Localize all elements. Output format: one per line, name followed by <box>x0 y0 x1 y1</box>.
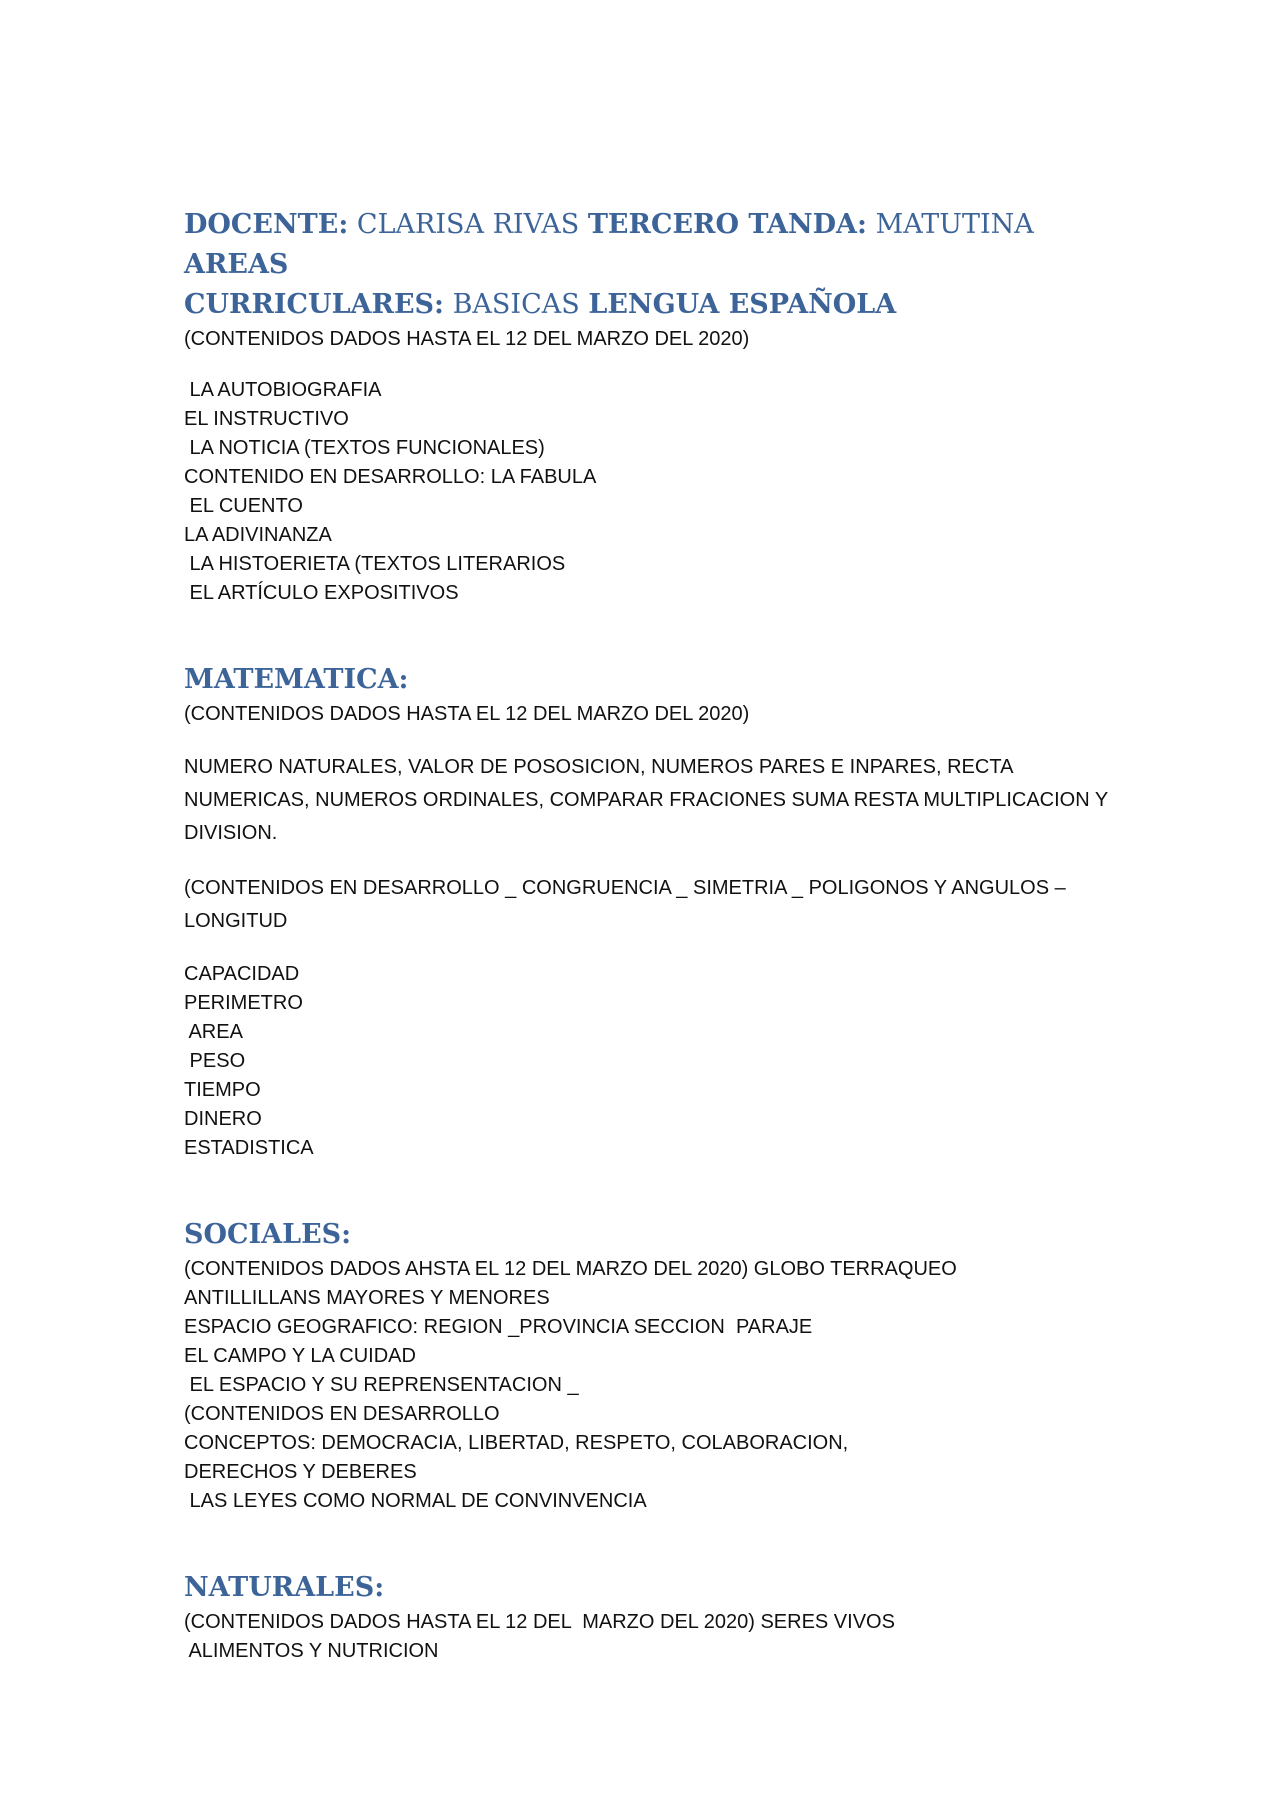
list-item: LA HISTOERIETA (TEXTOS LITERARIOS <box>184 553 566 575</box>
matematica-paragraph-1: NUMERO NATURALES, VALOR DE POSOSICION, NUMEROS PARES E INPARES, RECTA NUMERICAS, NUMEROS ORDINALES, COMPARAR FRACIONES SUMA RESTA MULTIPLICACION Y DIVISION. <box>184 756 1108 844</box>
list-item: LA NOTICIA (TEXTOS FUNCIONALES) <box>184 437 545 459</box>
naturales-content-list <box>184 1608 1114 1666</box>
list-item: DINERO <box>184 1108 262 1130</box>
header-line-2 <box>184 285 1114 325</box>
list-item: (CONTENIDOS DADOS HASTA EL 12 DEL MARZO DEL 2020) SERES VIVOS <box>184 1611 895 1633</box>
list-item: CONCEPTOS: DEMOCRACIA, LIBERTAD, RESPETO, COLABORACION, <box>184 1432 849 1454</box>
subject-title: LENGUA ESPAÑOLA <box>588 289 897 320</box>
list-item: LAS LEYES COMO NORMAL DE CONVINVENCIA <box>184 1490 647 1512</box>
list-item: EL ESPACIO Y SU REPRENSENTACION _ <box>184 1374 579 1396</box>
sociales-title <box>184 1215 1114 1255</box>
list-item: EL INSTRUCTIVO <box>184 408 349 430</box>
tanda-value: MATUTINA <box>875 209 1034 240</box>
list-item: CAPACIDAD <box>184 963 300 985</box>
list-item: (CONTENIDOS EN DESARROLLO <box>184 1403 500 1425</box>
list-item: DERECHOS Y DEBERES <box>184 1461 417 1483</box>
list-item: EL CUENTO <box>184 495 303 517</box>
curriculares-label: CURRICULARES: <box>184 289 444 320</box>
sociales-content-list <box>184 1255 1114 1516</box>
matematica-title <box>184 660 1114 700</box>
list-item: ALIMENTOS Y NUTRICION <box>184 1640 439 1662</box>
matematica-title-text: MATEMATICA: <box>184 664 409 695</box>
areas-value: BASICAS <box>452 289 580 320</box>
docente-label: DOCENTE: <box>184 209 349 240</box>
header-line-1 <box>184 205 1114 285</box>
list-item: (CONTENIDOS DADOS AHSTA EL 12 DEL MARZO DEL 2020) GLOBO TERRAQUEO <box>184 1258 957 1280</box>
lengua-note: (CONTENIDOS DADOS HASTA EL 12 DEL MARZO DEL 2020) <box>184 328 750 350</box>
list-item: TIEMPO <box>184 1079 261 1101</box>
document-page <box>184 205 1114 1666</box>
lengua-content-list <box>184 376 1114 608</box>
docente-value: CLARISA RIVAS <box>356 209 580 240</box>
areas-label: AREAS <box>184 249 289 280</box>
list-item: AREA <box>184 1021 243 1043</box>
list-item: LA AUTOBIOGRAFIA <box>184 379 382 401</box>
naturales-title <box>184 1568 1114 1608</box>
list-item: EL CAMPO Y LA CUIDAD <box>184 1345 416 1367</box>
list-item: ESPACIO GEOGRAFICO: REGION _PROVINCIA SECCION PARAJE <box>184 1316 813 1338</box>
matematica-paragraph-2: (CONTENIDOS EN DESARROLLO _ CONGRUENCIA _ SIMETRIA _ POLIGONOS Y ANGULOS – LONGITUD <box>184 877 1066 932</box>
sociales-title-text: SOCIALES: <box>184 1219 352 1250</box>
naturales-title-text: NATURALES: <box>184 1572 385 1603</box>
list-item: ANTILLILLANS MAYORES Y MENORES <box>184 1287 550 1309</box>
document-header <box>184 205 1114 325</box>
list-item: ESTADISTICA <box>184 1137 314 1159</box>
matematica-content-list <box>184 960 1114 1163</box>
list-item: LA ADIVINANZA <box>184 524 332 546</box>
list-item: PERIMETRO <box>184 992 303 1014</box>
list-item: PESO <box>184 1050 246 1072</box>
matematica-note: (CONTENIDOS DADOS HASTA EL 12 DEL MARZO DEL 2020) <box>184 703 750 725</box>
tercero-tanda-label: TERCERO TANDA: <box>587 209 867 240</box>
list-item: EL ARTÍCULO EXPOSITIVOS <box>184 582 459 604</box>
list-item: CONTENIDO EN DESARROLLO: LA FABULA <box>184 466 597 488</box>
